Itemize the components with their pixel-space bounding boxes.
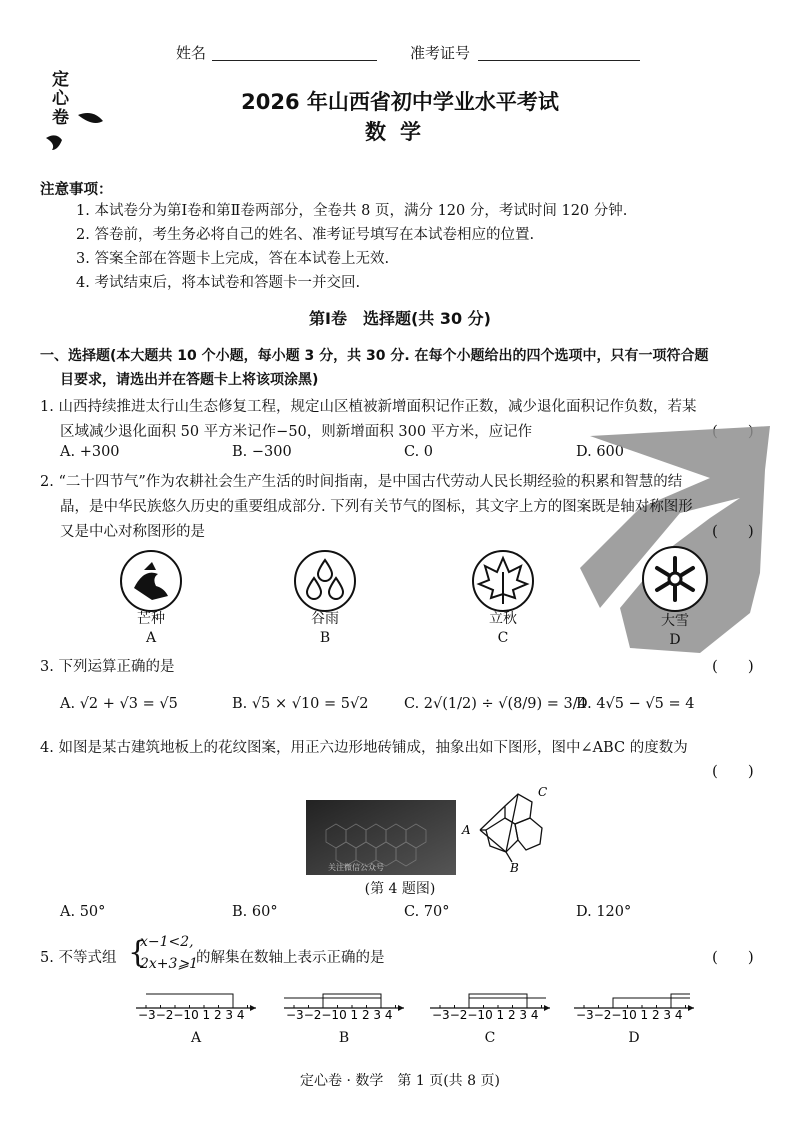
q4-answer-bracket[interactable]: ( ) [712,762,754,780]
floor-tile-photo [306,800,456,875]
notice-item-2: 2. 答卷前，考生务必将自己的姓名、准考证号填写在本试卷相应的位置. [76,227,535,243]
number-line-d [570,984,698,1020]
exam-id-blank[interactable] [478,60,640,61]
q1-stem-line2: 区域减少退化面积 50 平方米记作−50，则新增面积 300 平方米，应记作 [60,424,533,440]
figure-label-b: B [510,861,519,875]
q2-stem-line3: 又是中心对称图形的是 [60,524,205,540]
guyu-icon[interactable] [292,548,358,614]
q4-option-a[interactable]: A. 50° [60,904,106,920]
q4-option-c[interactable]: C. 70° [404,904,450,920]
solar-term-label-d: 大雪 [661,613,689,629]
q3-answer-bracket[interactable]: ( ) [712,657,754,675]
option-letter-a[interactable]: A [145,630,157,646]
q3-stem: 3. 下列运算正确的是 [40,659,175,675]
name-blank[interactable] [212,60,377,61]
q1-option-d[interactable]: D. 600 [576,444,625,460]
subject-title: 数学 [365,120,435,144]
q1-stem-line1: 1. 山西持续推进太行山生态修复工程，规定山区植被新增面积记作正数，减少退化面积记作负数，若某 [40,399,697,415]
q1-option-c[interactable]: C. 0 [404,444,434,460]
notice-item-3: 3. 答案全部在答题卡上完成，答在本试卷上无效. [76,251,390,267]
number-line-tick-labels: −3−2−10 1 2 3 4 [432,1008,539,1020]
number-line-tick-labels: −3−2−10 1 2 3 4 [286,1008,393,1020]
number-line-c [426,984,554,1020]
q3-option-a[interactable]: A. √2 + √3 = √5 [60,696,178,712]
page-footer: 定心卷 · 数学 第 1 页(共 8 页) [300,1073,500,1089]
number-line-tick-labels: −3−2−10 1 2 3 4 [138,1008,245,1020]
notice-item-4: 4. 考试结束后，将本试卷和答题卡一并交回. [76,275,361,291]
figure-label-c: C [538,785,548,799]
mangzhong-icon[interactable] [118,548,184,614]
q3-option-c[interactable]: C. 2√(1/2) ÷ √(8/9) = 3/4 [404,696,587,712]
solar-term-label-b: 谷雨 [311,611,339,627]
q2-stem-line2: 晶，是中华民族悠久历史的重要组成部分. 下列有关节气的图标，其文字上方的图案既是轴对称图形 [60,499,693,515]
q5-letter-c[interactable]: C [484,1030,496,1046]
solar-term-label-c: 立秋 [489,611,517,627]
notice-heading: 注意事项： [40,182,113,198]
number-line-a [132,984,260,1020]
system-brace: { [128,935,148,970]
q2-answer-bracket[interactable]: ( ) [712,522,754,540]
q4-option-b[interactable]: B. 60° [232,904,278,920]
figure-label-a: A [462,823,471,837]
q5-letter-b[interactable]: B [338,1030,350,1046]
q5-inequality-2: 2x+3⩾1 [140,956,199,972]
q5-letter-d[interactable]: D [628,1030,640,1046]
part1-instruction-line2: 目要求，请选出并在答题卡上将该项涂黑) [60,372,319,388]
q2-stem-line1: 2. “二十四节气”作为农耕社会生产生活的时间指南，是中国古代劳动人民长期经验的积累和智慧的结 [40,474,683,490]
q1-option-a[interactable]: A. +300 [60,444,120,460]
exam-id-label: 准考证号 [410,44,471,62]
part1-instruction-line1: 一、选择题(本大题共 10 个小题，每小题 3 分，共 30 分. 在每个小题给出的四个选项中，只有一项符合题 [40,348,709,364]
liqiu-icon[interactable] [470,548,536,614]
q3-option-d[interactable]: D. 4√5 − √5 = 4 [576,696,695,712]
q4-stem: 4. 如图是某古建筑地板上的花纹图案，用正六边形地砖铺成，抽象出如下图形，图中∠ABC 的度数为 [40,740,688,756]
q5-letter-a[interactable]: A [190,1030,202,1046]
q5-inequality-1: x−1<2, [140,934,194,950]
section-title: 第Ⅰ卷 选择题(共 30 分) [309,309,491,328]
photo-watermark: 关注微信公众号 [328,863,384,872]
q4-option-d[interactable]: D. 120° [576,904,632,920]
q5-stem-suffix: 的解集在数轴上表示正确的是 [196,950,385,966]
notice-item-1: 1. 本试卷分为第Ⅰ卷和第Ⅱ卷两部分，全卷共 8 页，满分 120 分，考试时间 120 分钟. [76,203,628,219]
daxue-snowflake-icon[interactable] [640,544,710,614]
option-letter-c[interactable]: C [497,630,509,646]
option-letter-d[interactable]: D [669,632,681,648]
q1-option-b[interactable]: B. −300 [232,444,292,460]
q5-stem-prefix: 5. 不等式组 [40,950,117,966]
q4-geometry-figure [460,784,550,876]
name-label: 姓名 [176,44,207,62]
number-line-tick-labels: −3−2−10 1 2 3 4 [576,1008,683,1020]
number-line-b [280,984,408,1020]
q5-answer-bracket[interactable]: ( ) [712,948,754,966]
q3-option-b[interactable]: B. √5 × √10 = 5√2 [232,696,369,712]
solar-term-label-a: 芒种 [137,611,165,627]
option-letter-b[interactable]: B [319,630,331,646]
seal-text: 定心卷 [48,70,68,127]
exam-title: 2026 年山西省初中学业水平考试 [241,90,559,114]
q4-figure-caption: (第 4 题图) [364,881,436,897]
